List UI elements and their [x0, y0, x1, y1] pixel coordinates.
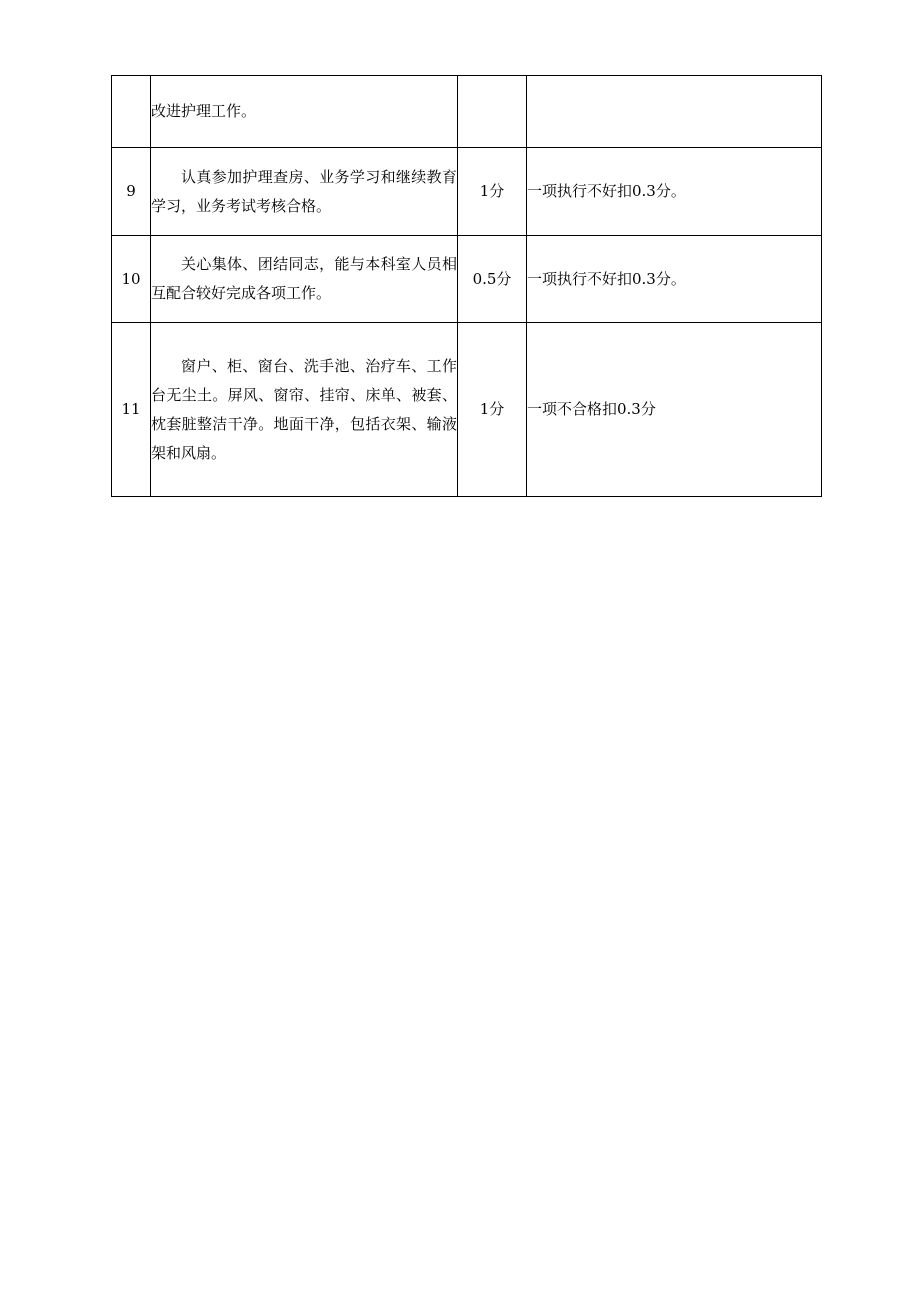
deduction-rule: 一项执行不好扣0.3分。 — [527, 148, 822, 236]
deduction-rule: 一项执行不好扣0.3分。 — [527, 236, 822, 323]
item-text: 认真参加护理查房、业务学习和继续教育学习，业务考试考核合格。 — [151, 167, 457, 215]
row-number: 10 — [112, 236, 151, 323]
item-description — [151, 236, 458, 323]
item-text: 改进护理工作。 — [151, 102, 257, 120]
table-row — [112, 148, 822, 236]
row-number: 11 — [112, 323, 151, 497]
item-score: 0.5分 — [458, 236, 527, 323]
scoring-table — [111, 75, 822, 497]
item-description — [151, 76, 458, 148]
item-description — [151, 148, 458, 236]
item-score: 1分 — [458, 323, 527, 497]
table-row — [112, 323, 822, 497]
deduction-rule — [527, 76, 822, 148]
table-row — [112, 76, 822, 148]
row-number — [112, 76, 151, 148]
row-number: 9 — [112, 148, 151, 236]
item-score: 1分 — [458, 148, 527, 236]
item-text: 窗户、柜、窗台、洗手池、治疗车、工作台无尘土。屏风、窗帘、挂帘、床单、被套、枕套脏整洁干净。地面干净，包括衣架、输液架和风扇。 — [151, 356, 457, 462]
table-row — [112, 236, 822, 323]
item-score — [458, 76, 527, 148]
deduction-rule: 一项不合格扣0.3分 — [527, 323, 822, 497]
item-description — [151, 323, 458, 497]
item-text: 关心集体、团结同志，能与本科室人员相互配合较好完成各项工作。 — [151, 255, 457, 302]
